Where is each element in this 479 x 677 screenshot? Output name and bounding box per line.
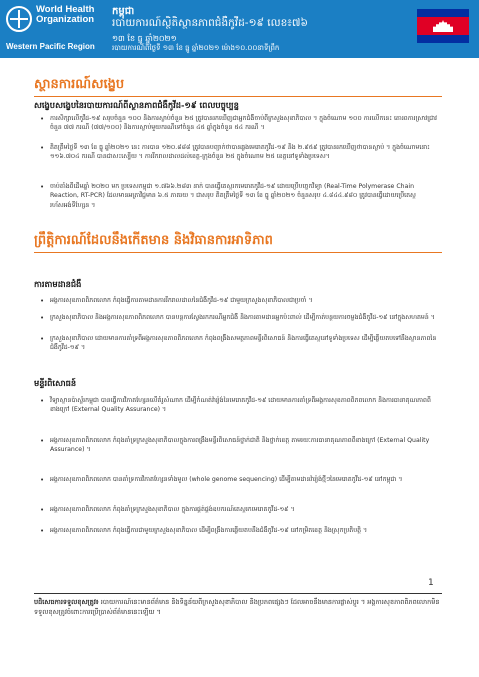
report-header xyxy=(0,0,479,58)
cambodia-flag-icon xyxy=(417,9,469,43)
report-title: របាយការណ៍ស្ថិតិស្ថានភាពជំងឺកូវីដ-១៩ លេខ៖៧៦ xyxy=(112,17,308,29)
who-emblem-icon xyxy=(6,6,32,32)
disclaimer xyxy=(34,597,442,617)
surveillance-bullet-1: អង្គការសុខភាពពិភពលោក កំពុងធ្វើការតាមដានការរីករាលដាលនៃជំងឺកូវីដ-១៩ ជាមួយក្រសួងសុខាភិបាលជាប្រចាំ ។ xyxy=(50,297,313,304)
subheading-laboratory: មន្ទីរពិសោធន៍ xyxy=(34,378,77,388)
laboratory-bullet-5: អង្គការសុខភាពពិភពលោក កំពុងធ្វើការជាមួយក្រសួងសុខាភិបាល ដើម្បីពង្រឹងការឆ្លើយតបនឹងជំងឺកូវីដ-១៩ នៅកម្រិតខេត្ត និងស្រុកប្រតិបត្តិ ។ xyxy=(50,527,368,534)
bullet-icon: • xyxy=(40,144,45,152)
laboratory-bullet-4: អង្គការសុខភាពពិភពលោក កំពុងគាំទ្រក្រសួងសុខាភិបាល ក្នុងការផ្គត់ផ្គង់ឧបករណ៍តេស្តរកមេរោគកូវីដ-១៩ ។ xyxy=(50,506,295,513)
summary-bullet-1: ការសិក្សាលើកូវីដ-១៩ សរុបចំនួន ១០០ និងការស្លាប់ចំនួន ២៥ ត្រូវបានរកឃើញជាអ្នកជំងឺចាប់ពីក្រសួងសុខាភិបាល ។ ក្នុងចំណោម ១០០ ការលើកនេះ គោរពការស្រាវជ្រាវចំនួន ៧៧ ករណី (៧៧/១០០) និងការស្លាប់មួយករណីទៅចំនួន ៤៥ ឆ្នាំក្នុងចំនួន ៥៤ ករណី ។ xyxy=(50,115,437,132)
bullet-icon: • xyxy=(40,476,45,484)
bullet-icon: • xyxy=(40,437,45,445)
summary-bullet-2: គិតត្រឹមថ្ងៃទី ១៣ ខែ ធ្នូ ឆ្នាំ២០២១ នេះ ការបាន ១២០.៨៨៨ ត្រូវបានបញ្ជាក់ថាបានឆ្លងមេរោគកូវីដ-១៩ និង ២.៩៥៩ ត្រូវបានរកឃើញថាបានស្លាប់ ។ ក្នុងចំណោមនោះ ១១៦.៧០៤ ករណី បានជាសះស្បើយ ។ ការរីករាលដាលដល់ខេត្ត-ក្រុងចំនួន ២៥ ក្នុងចំណោម ២៥ ខេត្តនៅទូទាំងប្រទេស។ xyxy=(50,144,430,161)
section-title-priorities: ព្រឹត្តិការណ៍ដែលនឹងកើតមាន និងវិធានការអាទិភាព xyxy=(34,233,273,248)
org-region: Western Pacific Region xyxy=(6,42,95,51)
section-subtitle-summary: សង្ខេបសង្ខេបនៃរបាយការណ៍ពីស្ថានភាពជំងឺកូវីដ-១៩ ពេលបច្ចុប្បន្ន xyxy=(34,100,239,110)
org-name xyxy=(36,5,94,25)
bullet-icon: • xyxy=(40,183,45,191)
laboratory-bullet-3: អង្គការសុខភាពពិភពលោក បានគាំទ្រការវិភាគហ្សែនទាំងមូល (whole genome sequencing) ដើម្បីតាមដានវ៉ារ្យ៉ង់ថ្មីៗនៃមេរោគកូវីដ-១៩ នៅកម្ពុជា ។ xyxy=(50,476,403,483)
section-title-situation: ស្ថានការណ៍សង្ខេប xyxy=(34,77,125,92)
org-name-line1: World Health xyxy=(36,4,95,15)
org-name-line2: Organization xyxy=(36,14,95,25)
report-period: របាយការណ៍ពីថ្ងៃទី ១៣ ខែ ធ្នូ ឆ្នាំ២០២១ ម៉ោង១០.០០នាទីព្រឹក xyxy=(112,44,280,52)
disclaimer-text: របាយការណ៍នេះមានព័ត៌មាន និងទិន្នន័យពីក្រសួងសុខាភិបាល និងប្រភពផ្សេងៗ ដែលអាចនឹងមានការផ្លាស់ប្តូរ ។ អង្គការសុខភាពពិភពលោកមិនទទួលខុសត្រូវចំពោះការប្រើប្រាស់ព័ត៌មាននេះឡើយ ។ xyxy=(34,598,440,616)
bullet-icon: • xyxy=(40,527,45,535)
bullet-icon: • xyxy=(40,297,45,305)
disclaimer-label: បដិសេធការទទួលខុសត្រូវ៖ xyxy=(34,598,99,606)
page-number: 1 xyxy=(428,578,434,588)
surveillance-bullet-2: ក្រសួងសុខាភិបាល និងអង្គការសុខភាពពិភពលោក បានបន្តការស្វែងរកករណីអ្នកជំងឺ និងការតាមដានអ្នកប៉ះពាល់ ដើម្បីកាត់បន្ថយការចម្លងជំងឺកូវីដ-១៩ នៅក្នុងសហគមន៍ ។ xyxy=(50,314,435,321)
bullet-icon: • xyxy=(40,314,45,322)
summary-bullet-3: ចាប់តាំងពីដើមឆ្នាំ ២០២០ មក ប្រទេសកម្ពុជា ១.៧៦៦.២៨៣ នាក់ បានធ្វើតេស្តរកមេរោគកូវីដ-១៩ ដោយប្រើបច្ចេកវិទ្យា (Real-Time Polymerase Chain Reaction, RT-PCR) ដែលមានអត្រាវិជ្ជមាន ៦.៥ ភាគរយ ។ ជាសរុប គិតត្រឹមថ្ងៃទី ១៣ ខែ ធ្នូ ឆ្នាំ២០២១ ចំនួនសរុប ៤.៨៤៤.៩៨០ ត្រូវបានធ្វើដោយប្រើតេស្តរហ័សអង់ទីហ្សែន ។ xyxy=(50,183,416,209)
section-divider xyxy=(34,96,442,97)
subheading-surveillance: ការតាមដានជំងឺ xyxy=(34,279,82,289)
section-divider xyxy=(34,252,442,253)
laboratory-bullet-1: វិទ្យាស្ថានប៉ាស្ទ័រកម្ពុជា បានធ្វើការវិភាគហ្សែនលើគំរូសំណាក ដើម្បីកំណត់វ៉ារ្យ៉ង់នៃមេរោគកូវីដ-១៩ ដោយមានការគាំទ្រពីអង្គការសុខភាពពិភពលោក និងការធានាគុណភាពពីខាងក្រៅ (External Quality Assurance) ។ xyxy=(50,397,431,414)
bullet-icon: • xyxy=(40,115,45,123)
country-name: កម្ពុជា xyxy=(112,6,135,17)
report-date: ១៣ ខែ ធ្នូ ឆ្នាំ២០២១ xyxy=(112,34,177,43)
bullet-icon: • xyxy=(40,397,45,405)
laboratory-bullet-2: អង្គការសុខភាពពិភពលោក កំពុងគាំទ្រក្រសួងសុខាភិបាលក្នុងការពង្រឹងមន្ទីរពិសោធន៍ថ្នាក់ជាតិ និងថ្នាក់ខេត្ត តាមរយៈការធានាគុណភាពពីខាងក្រៅ (External Quality Assurance) ។ xyxy=(50,437,430,454)
surveillance-bullet-3: ក្រសួងសុខាភិបាល ដោយមានការគាំទ្រពីអង្គការសុខភាពពិភពលោក កំពុងពង្រឹងសមត្ថភាពមន្ទីរពិសោធន៍ និងការធ្វើតេស្តនៅទូទាំងប្រទេស ដើម្បីឆ្លើយតបទៅនឹងស្ថានភាពនៃជំងឺកូវីដ-១៩ ។ xyxy=(50,335,437,352)
bullet-icon: • xyxy=(40,506,45,514)
footer-divider xyxy=(34,593,442,594)
bullet-icon: • xyxy=(40,335,45,343)
